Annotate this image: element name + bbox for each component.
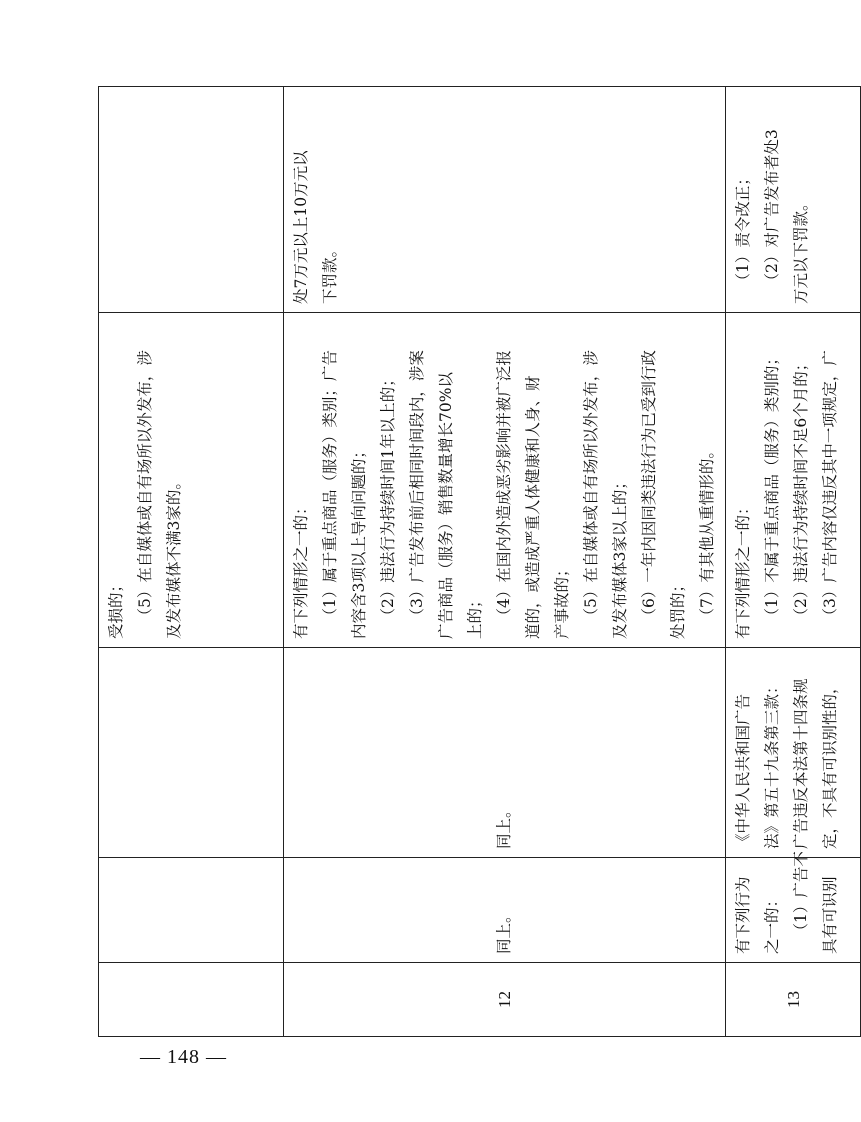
cell-text-line: 广告商品（服务）销售数量增长70%以 [437,372,455,639]
cell-text-line: 处7万元以上10万元以 [292,150,310,304]
cell-text-line: 有下列情形之一的： [292,499,310,639]
cell-text-line: 道的，或造成严重人体健康和人身、财 [524,375,542,639]
cell-text-line: （1）责令改正； [734,170,752,289]
cell-text-line: 内容含3项以上导向问题的； [350,443,368,639]
cell-text-line: （2）违法行为持续时间1年以上的； [379,371,397,624]
cell-text-line: （7）有其他从重情形的。 [698,443,716,624]
cell-text-line: （2）违法行为持续时间不足6个月的； [792,355,810,624]
behavior-cell [284,858,726,963]
cell-text-line: 之一的： [763,891,781,954]
circumstances-cell [284,313,726,648]
cell-text-line: 下罚款。 [321,241,339,304]
cell-text-line: （1）广告不 [792,851,810,939]
cell-text-line: 广告违反本法第十四条规 [792,678,810,849]
row-number-cell: 13 [726,963,861,1037]
regulation-table-rotated [98,87,839,1037]
cell-text-line: 产事故的； [553,561,571,639]
behavior-cell [726,851,861,963]
cell-text-line: （4）在国内外造成恶劣影响并被广泛报 [495,350,513,624]
table-row [726,87,861,1037]
legal-basis-cell [726,648,861,858]
cell-text-line: 处罚的； [669,576,687,639]
cell-text-line: （5）在自媒体或自有场所以外发布，涉 [582,350,600,624]
behavior-cell [99,858,284,963]
table-row [99,87,284,1037]
page-number: — 148 — [140,1046,227,1068]
cell-text-line: （5）在自媒体或自有场所以外发布，涉 [136,350,154,624]
table-row [284,87,726,1037]
cell-text-line: （3）广告发布前后相同时间段内，涉案 [408,350,426,624]
cell-text-line: 万元以下罚款。 [792,195,810,304]
cell-text-line: 《中华人民共和国广告 [734,693,752,849]
cell-text-line: 及发布媒体3家以上的； [611,474,629,639]
cell-text-line: （6）一年内因同类违法行为已受到行政 [640,350,658,624]
cell-text-line: 具有可识别 [821,876,839,954]
cell-text-line: 有下列行为 [734,876,752,954]
circumstances-cell [726,313,861,648]
legal-basis-cell [99,648,284,858]
row-number-cell [99,963,284,1037]
cell-text-line: 定，不具有可识别性的， [821,678,839,849]
legal-basis-cell [284,648,726,858]
cell-text-line: 同上。 [495,907,513,954]
penalty-cell [284,87,726,313]
cell-text-line: 及发布媒体不满3家的。 [165,474,183,639]
cell-text-line: 受损的； [107,576,125,639]
cell-text-line: （1）属于重点商品（服务）类别；广告 [321,350,339,624]
cell-text-line: （2）对广告发布者处3 [763,129,781,289]
penalty-cell [99,87,284,313]
cell-text-line: 上的； [466,592,484,639]
penalty-cell [726,87,861,313]
cell-text-line: 有下列情形之一的： [734,499,752,639]
cell-text-line: 同上。 [495,802,513,849]
cell-text-line: 法》第五十九条第三款： [763,678,781,849]
penalty-standard-table [98,86,861,1037]
cell-text-line: （3）广告内容仅违反其中一项规定，广 [821,350,839,624]
row-number-cell: 12 [284,963,726,1037]
circumstances-cell [99,313,284,648]
cell-text-line: （1）不属于重点商品（服务）类别的； [763,350,781,624]
